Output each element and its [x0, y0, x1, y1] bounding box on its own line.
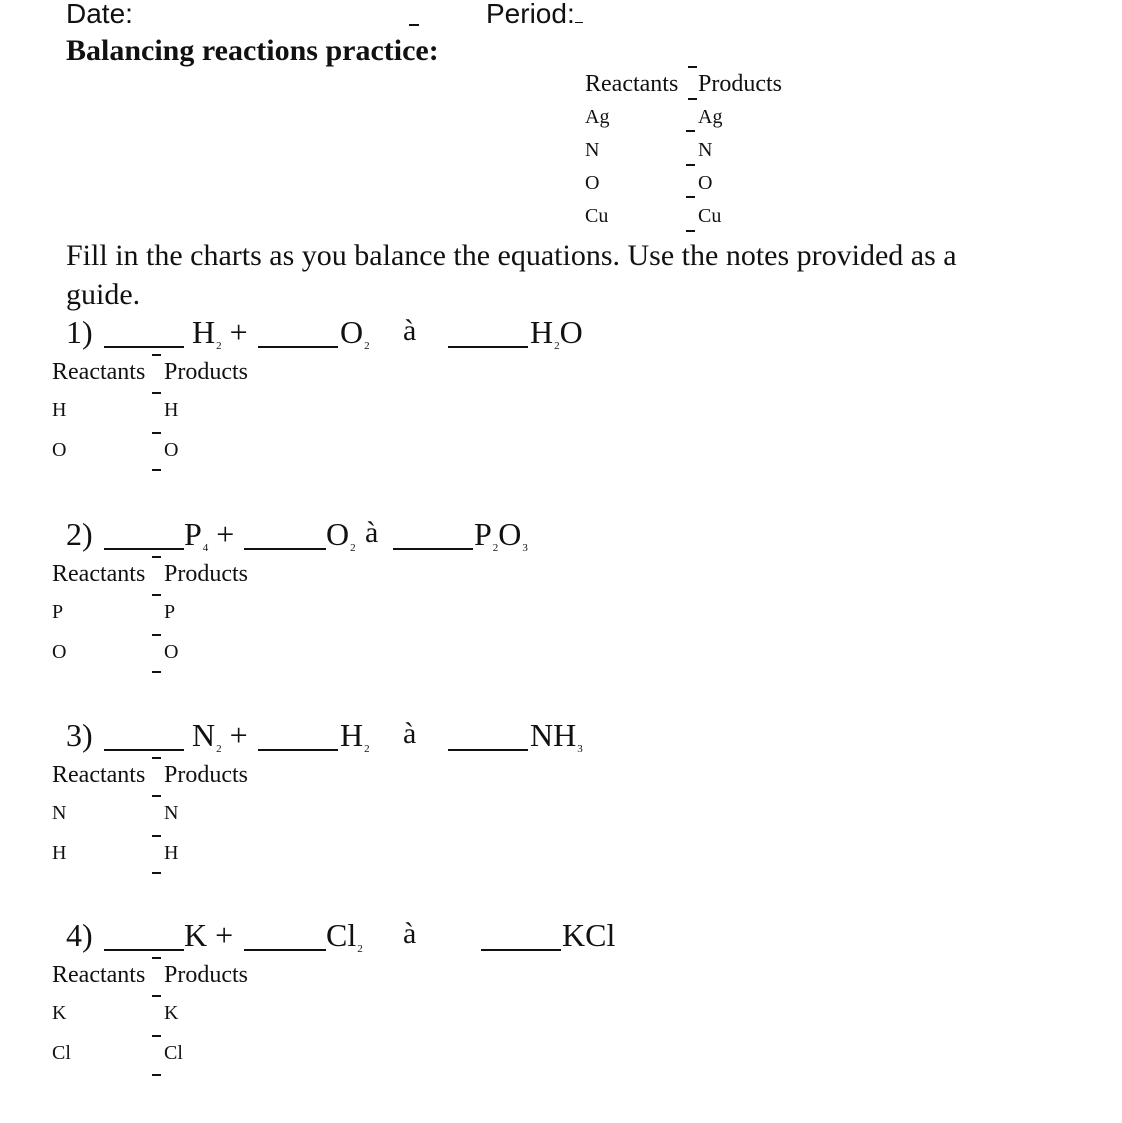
- problem-3-reactant-2: $H_2$: [340, 717, 370, 755]
- problem-4-product-cl: Cl: [164, 1042, 183, 1064]
- problem-2-coefficient-3[interactable]: [393, 548, 473, 550]
- example-product-n: N: [698, 139, 713, 161]
- problem-4-reactant-k: K: [52, 1002, 67, 1024]
- date-label: Date:: [66, 0, 133, 29]
- problem-3: [0, 719, 1122, 869]
- problem-3-reactants-header: Reactants: [52, 762, 146, 788]
- date-blank: [409, 24, 419, 26]
- problem-4-reactants-header: Reactants: [52, 962, 146, 988]
- period-label: [486, 0, 583, 28]
- problem-1-reactant-h: H: [52, 399, 67, 421]
- example-reactant-n: N: [585, 139, 600, 161]
- problem-1-reactant-o: O: [52, 439, 67, 461]
- problem-2-coefficient-2[interactable]: [244, 548, 326, 550]
- page-title: Balancing reactions practice:: [66, 34, 439, 67]
- instructions: [66, 236, 957, 314]
- period-label-text: Period:: [486, 0, 575, 29]
- problem-2-product: $P_2O_3$: [474, 516, 528, 554]
- problem-2-arrow: à: [365, 516, 379, 549]
- problem-1-products-header: Products: [164, 359, 248, 385]
- problem-1-product-h: H: [164, 399, 179, 421]
- problem-1-coefficient-3[interactable]: [448, 346, 528, 348]
- problem-1-coefficient-2[interactable]: [258, 346, 338, 348]
- problem-1-coefficient-1[interactable]: [104, 346, 184, 348]
- problem-4-products-header: Products: [164, 962, 248, 988]
- problem-4-reactant-cl: Cl: [52, 1042, 71, 1064]
- problem-3-number: 3): [66, 717, 93, 753]
- problem-3-coefficient-3[interactable]: [448, 749, 528, 751]
- example-reactant-cu: Cu: [585, 205, 609, 227]
- problem-1-reactants-header: Reactants: [52, 359, 146, 385]
- problem-3-products-header: Products: [164, 762, 248, 788]
- problem-4-product: KCl: [562, 917, 616, 953]
- problem-2-product-p: P: [164, 601, 176, 623]
- problem-3-product-n: N: [164, 802, 179, 824]
- problem-2: [0, 518, 1122, 668]
- problem-4-product-k: K: [164, 1002, 179, 1024]
- example-product-cu: Cu: [698, 205, 722, 227]
- problem-2-reactants-header: Reactants: [52, 561, 146, 587]
- problem-3-arrow: à: [403, 717, 417, 750]
- example-reactant-ag: Ag: [585, 106, 610, 128]
- example-product-o: O: [698, 172, 713, 194]
- period-blank: [575, 0, 583, 23]
- problem-4-coefficient-3[interactable]: [481, 949, 561, 951]
- problem-2-number: 2): [66, 516, 93, 552]
- problem-2-reactant-o: O: [52, 641, 67, 663]
- problem-3-coefficient-1[interactable]: [104, 749, 184, 751]
- example-product-ag: Ag: [698, 106, 723, 128]
- problem-4-reactant-2: $Cl_2$: [326, 917, 363, 955]
- problem-1-number: 1): [66, 314, 93, 350]
- problem-1-product: $H_2O$: [530, 314, 583, 352]
- example-reactants-header: Reactants: [585, 71, 679, 97]
- instructions-line-2: guide.: [66, 278, 141, 311]
- problem-2-coefficient-1[interactable]: [104, 548, 184, 550]
- problem-3-reactant-n: N: [52, 802, 67, 824]
- example-reactant-o: O: [585, 172, 600, 194]
- problem-1-reactant-1: $H_2$ +: [192, 314, 248, 352]
- problem-2-products-header: Products: [164, 561, 248, 587]
- problem-4-number: 4): [66, 917, 93, 953]
- problem-1-reactant-2: $O_2$: [340, 314, 370, 352]
- problem-2-product-o: O: [164, 641, 179, 663]
- problem-4-coefficient-1[interactable]: [104, 949, 184, 951]
- example-element-table: [585, 72, 815, 232]
- problem-1: [0, 316, 1122, 466]
- example-products-header: Products: [698, 71, 782, 97]
- problem-3-coefficient-2[interactable]: [258, 749, 338, 751]
- problem-4-coefficient-2[interactable]: [244, 949, 326, 951]
- problem-3-product-h: H: [164, 842, 179, 864]
- problem-1-arrow: à: [403, 314, 417, 347]
- problem-4: [0, 919, 1122, 1079]
- problem-4-reactant-1: K +: [184, 917, 234, 953]
- problem-3-product: $NH_3$: [530, 717, 583, 755]
- problem-2-reactant-1: $P_4$ +: [184, 516, 235, 554]
- problem-2-reactant-2: $O_2$: [326, 516, 356, 554]
- problem-3-reactant-1: $N_2$ +: [192, 717, 248, 755]
- problem-2-reactant-p: P: [52, 601, 64, 623]
- problem-1-product-o: O: [164, 439, 179, 461]
- problem-3-reactant-h: H: [52, 842, 67, 864]
- problem-4-arrow: à: [403, 917, 417, 950]
- instructions-line-1: Fill in the charts as you balance the equations. Use the notes provided as a: [66, 239, 957, 272]
